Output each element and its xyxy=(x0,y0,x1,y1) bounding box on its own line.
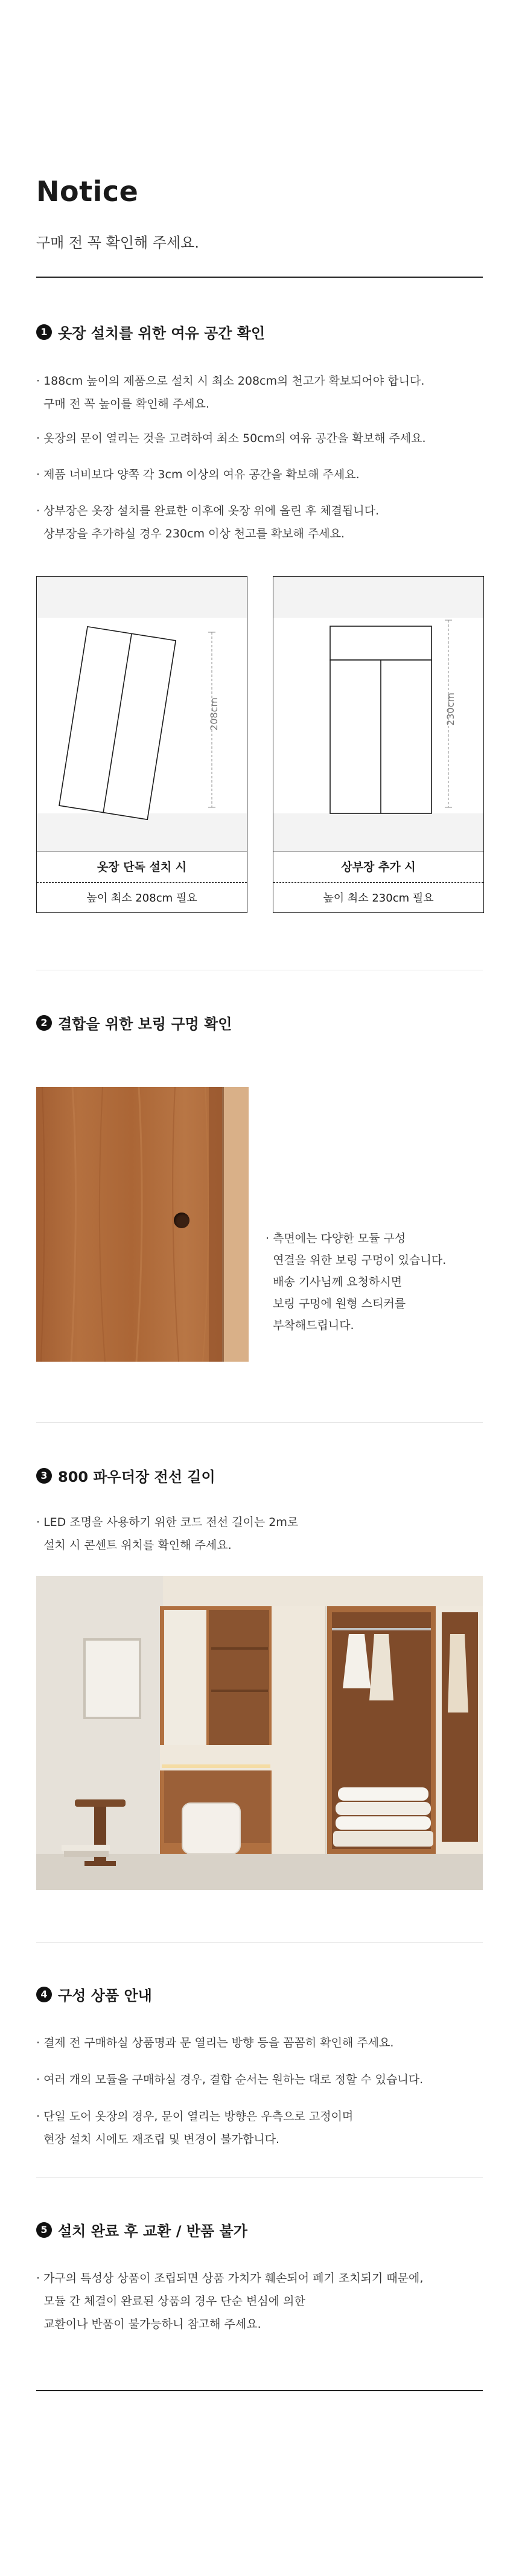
section-5-title: 설치 완료 후 교환 / 반품 불가 xyxy=(58,2223,247,2240)
section-2-title: 결합을 위한 보링 구멍 확인 xyxy=(58,1016,232,1033)
page-title: Notice xyxy=(36,175,139,208)
section-1-line-3: · 제품 너비보다 양쪽 각 3cm 이상의 여유 공간을 확보해 주세요. xyxy=(36,468,360,481)
diagram-2-caption: 상부장 추가 시 xyxy=(273,851,483,883)
wood-grain-illustration xyxy=(36,1087,249,1362)
diagram-with-upper-cabinet xyxy=(273,576,484,913)
section-3-number: 3 xyxy=(36,1468,52,1484)
height-label-230: 230cm xyxy=(444,693,456,726)
page-subtitle: 구매 전 꼭 확인해 주세요. xyxy=(36,234,199,251)
section-1-line-1: · 188cm 높이의 제품으로 설치 시 최소 208cm의 천고가 확보되어야 합니다. 구매 전 꼭 높이를 확인해 주세요. xyxy=(36,374,425,411)
section-3-title: 800 파우더장 전선 길이 xyxy=(58,1469,215,1485)
boring-hole xyxy=(174,1213,189,1228)
section-divider xyxy=(36,1942,483,1943)
section-1-title: 옷장 설치를 위한 여유 공간 확인 xyxy=(58,325,266,342)
header-divider xyxy=(36,277,483,278)
section-2-number: 2 xyxy=(36,1015,52,1031)
section-4-line-3: · 단일 도어 옷장의 경우, 문이 열리는 방향은 우측으로 고정이며 현장 설치 시에도 재조립 및 변경이 불가합니다. xyxy=(36,2110,354,2146)
section-1-line-4: · 상부장은 옷장 설치를 완료한 이후에 옷장 위에 올린 후 체결됩니다. 상부장을 추가하실 경우 230cm 이상 천고를 확보해 주세요. xyxy=(36,504,380,540)
section-5-heading xyxy=(36,2219,247,2240)
section-3-heading xyxy=(36,1465,215,1486)
diagram-2-note: 높이 최소 230cm 필요 xyxy=(273,882,483,914)
section-1-heading xyxy=(36,321,265,342)
diagram-1-note: 높이 최소 208cm 필요 xyxy=(37,882,247,914)
wood-panel-boring-hole-photo xyxy=(36,1087,249,1362)
section-1-number: 1 xyxy=(36,324,52,340)
section-5-text: · 가구의 특성상 상품이 조립되면 상품 가치가 훼손되어 폐기 조치되기 때문에, 모듈 간 체결이 완료된 상품의 경우 단순 변심에 의한 교환이나 반품이 불가능하니 참고해 주세요. xyxy=(36,2272,424,2331)
section-divider xyxy=(36,2177,483,2178)
section-4-title: 구성 상품 안내 xyxy=(58,1987,152,2004)
section-4-heading xyxy=(36,1984,152,2005)
section-4-line-1: · 결제 전 구매하실 상품명과 문 열리는 방향 등을 꼼꼼히 확인해 주세요. xyxy=(36,2036,394,2049)
section-1-line-2: · 옷장의 문이 열리는 것을 고려하여 최소 50cm의 여유 공간을 확보해 주세요. xyxy=(36,432,426,445)
footer-divider xyxy=(36,2390,483,2391)
powder-room-interior-photo xyxy=(36,1576,483,1890)
diagram-1-caption: 옷장 단독 설치 시 xyxy=(37,851,247,883)
section-3-text: · LED 조명을 사용하기 위한 코드 전선 길이는 2m로 설치 시 콘센트 위치를 확인해 주세요. xyxy=(36,1516,299,1552)
section-divider xyxy=(36,1422,483,1423)
section-2-text: · 측면에는 다양한 모듈 구성 연결을 위한 보링 구멍이 있습니다. 배송 기사님께 요청하시면 보링 구멍에 원형 스티커를 부착해드립니다. xyxy=(266,1232,447,1332)
section-4-line-2: · 여러 개의 모듈을 구매하실 경우, 결합 순서는 원하는 대로 정할 수 있습니다. xyxy=(36,2073,424,2086)
interior-illustration xyxy=(36,1576,483,1890)
section-4-number: 4 xyxy=(36,1987,52,2002)
height-label-208: 208cm xyxy=(208,697,220,731)
diagram-wardrobe-alone xyxy=(36,576,247,913)
section-2-heading xyxy=(36,1012,232,1033)
section-5-number: 5 xyxy=(36,2222,52,2238)
